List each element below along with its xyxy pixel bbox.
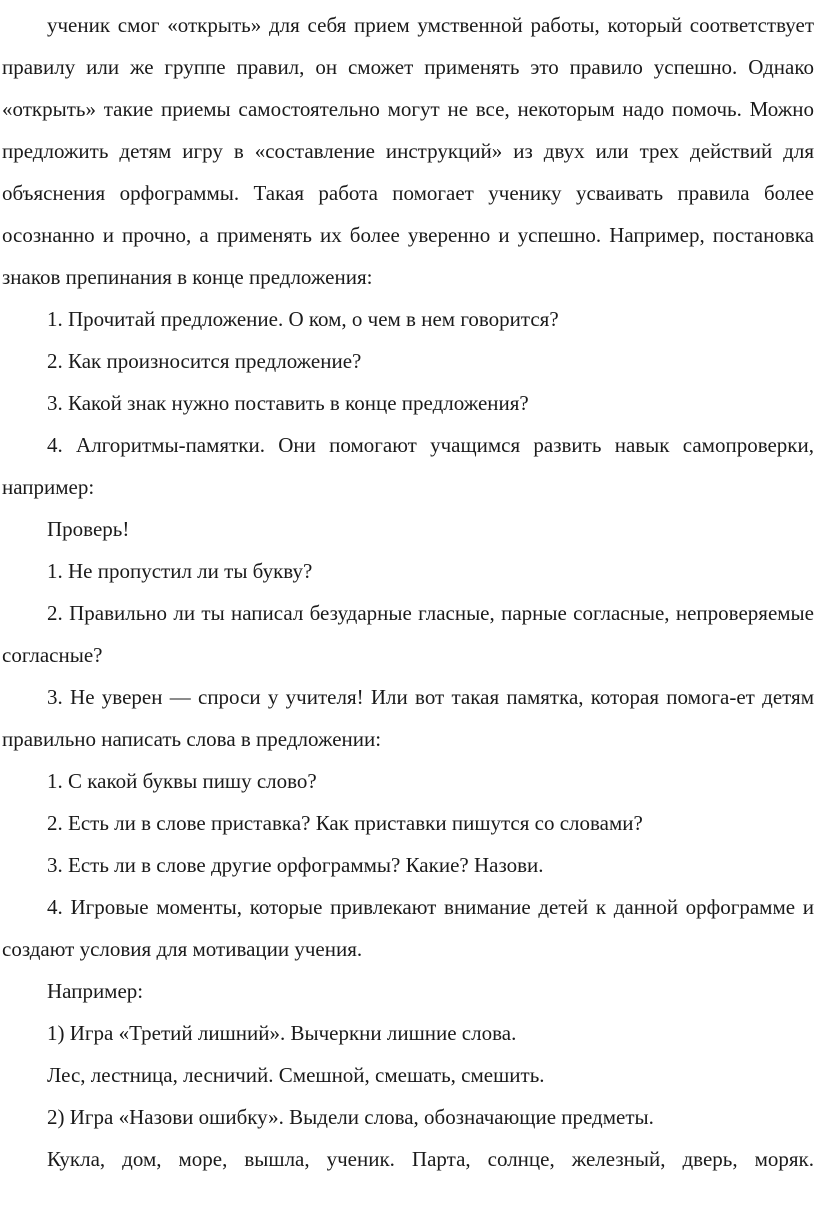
paragraph-check-2: 2. Правильно ли ты написал безударные гласные, парные согласные, непроверяемые согласные? [2,601,814,667]
paragraph-game-1: 1) Игра «Третий лишний». Вычеркни лишние слова. [47,1021,517,1045]
paragraph-check-3: 3. Не уверен — спроси у учителя! Или вот такая памятка, которая помога-ет детям правильно написать слова в предложении: [2,685,814,751]
paragraph-intro: ученик смог «открыть» для себя прием умственной работы, который соответствует правилу или же группе правил, он сможет применять это правило успешно. Однако «открыть» такие приемы самостоятельно могут не все, некоторым надо помочь. Можно предложить детям игру в «составление инструкций» из двух или трех действий для объяснения орфограммы. Такая работа помогает ученику усваивать правила более осознанно и прочно, а применять их более уверенно и успешно. Например, постановка знаков препинания в конце предложения: [2,13,814,289]
paragraph-memo-3: 3. Есть ли в слове другие орфограммы? Какие? Назови. [47,853,544,877]
paragraph-step-2: 2. Как произносится предложение? [47,349,362,373]
paragraph-memo-1: 1. С какой буквы пишу слово? [47,769,317,793]
paragraph-check-heading: Проверь! [47,517,130,541]
paragraph-game-moments: 4. Игровые моменты, которые привлекают внимание детей к данной орфограмме и создают условия для мотивации учения. [2,895,814,961]
paragraph-step-1: 1. Прочитай предложение. О ком, о чем в нем говорится? [47,307,559,331]
paragraph-step-3: 3. Какой знак нужно поставить в конце предложения? [47,391,529,415]
paragraph-game-2-words: Кукла, дом, море, вышла, ученик. Парта, солнце, железный, дверь, моряк. [47,1147,814,1171]
paragraph-example-heading: Например: [47,979,144,1003]
paragraph-check-1: 1. Не пропустил ли ты букву? [47,559,313,583]
paragraph-algorithms: 4. Алгоритмы-памятки. Они помогают учащимся развить навык самопроверки, например: [2,433,814,499]
paragraph-memo-2: 2. Есть ли в слове приставка? Как приставки пишутся со словами? [47,811,643,835]
paragraph-game-1-words: Лес, лестница, лесничий. Смешной, смешать, смешить. [47,1063,545,1087]
paragraph-game-2: 2) Игра «Назови ошибку». Выдели слова, обозначающие предметы. [47,1105,654,1129]
